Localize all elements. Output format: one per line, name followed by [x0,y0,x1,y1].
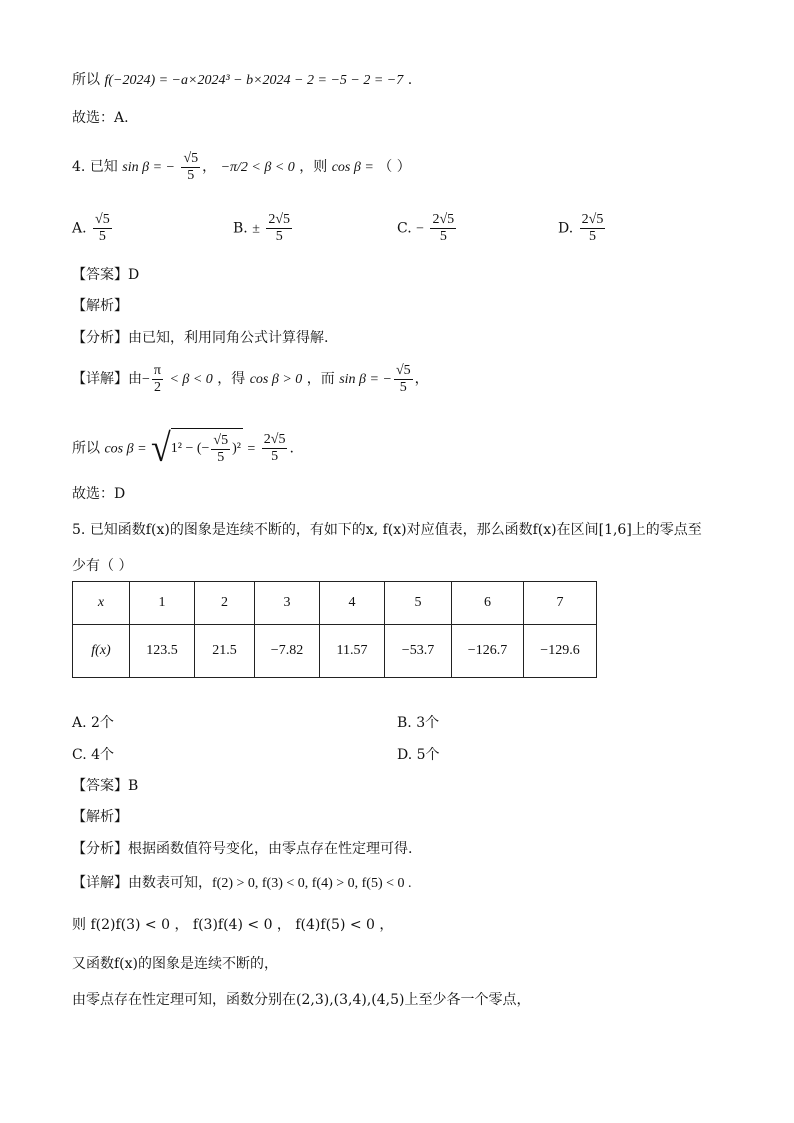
q4-xiangjie: 【详解】由− $\frac{\pi}{2}$ < β < 0 ，得 cos β > 0 ，而 sin β = − $\frac{√5}{5}$ ， [72,362,429,395]
q4-calc-result [262,432,288,465]
q4-sin-num: √5 [183,150,199,166]
q4-stem-pre: 已知 [89,159,118,175]
q5-xiangjie [72,873,412,894]
table-cell-fx-label: f(x) [73,625,130,678]
q4-ask: cos β = [331,160,374,175]
q4-option-d [558,212,607,245]
top-answer: 故选：A. [72,110,129,126]
q5-also: 又函数f(x)的图象是连续不断的， [72,956,279,972]
q5-fenxi-text: 根据函数值符号变化，由零点存在性定理可得. [128,841,413,857]
q4-xiangjie-frac: $\frac{\pi}{2}$ [153,362,161,395]
q4-option-a-num: √5 [95,212,110,227]
table-cell: 11.57 [320,625,385,678]
q4-stem: 4. 已知 sin β = − $\frac{√5}{5}$ ， −π/2 < β < 0 ，则 cos β = （ ） [72,150,411,183]
table-cell: 3 [255,582,320,625]
q4-xiangjie-cos: cos β > 0 [249,372,303,387]
q4-option-b-sign: ± [252,221,260,237]
q4-xiangjie-pre: 由 [128,371,142,387]
table-row-x [73,582,597,625]
q4-option-c-num: 2√5 [432,212,455,227]
q5-answer-value: B [128,778,139,794]
table-cell: 7 [524,582,597,625]
q4-option-d-letter: D. [558,220,574,237]
table-cell-x-label: x [73,582,130,625]
table-cell: −7.82 [255,625,320,678]
q4-answer [72,265,139,285]
table-cell: 5 [385,582,452,625]
q4-xiangjie-sin-frac: $\frac{√5}{5}$ [395,362,411,395]
q4-calc-result-den: 5 [271,449,279,464]
q4-option-c-den: 5 [439,229,447,244]
q4-fenxi [72,328,328,348]
q4-choose: 故选：D [72,486,126,502]
q4-option-b [233,212,294,245]
q4-option-a-frac [93,212,112,245]
table-cell: 6 [452,582,524,625]
q4-fenxi-tag: 【分析】 [72,330,128,346]
q5-stem-line2: 少有（ ） [72,558,133,574]
q4-calc-inner-end: )² [232,441,241,456]
q4-xiangjie-mid: ，得 [217,371,246,387]
table-cell: −126.7 [452,625,524,678]
table-cell: 2 [195,582,255,625]
q4-option-b-den: 5 [275,229,283,244]
q4-option-d-den: 5 [588,229,596,244]
q5-conclusion: 由零点存在性定理可知，函数分别在(2,3),(3,4),(4,5)上至少各一个零点， [72,992,531,1008]
q4-option-d-num: 2√5 [581,212,604,227]
q4-answer-tag: 【答案】 [72,267,128,283]
q4-calc: 所以 cos β = √ 1² − (− $\frac{√5}{5}$ )² = $\frac{2√5}{5}$ . [72,425,294,470]
q5-option-c: C. 4个 [72,747,115,763]
q4-calc-inner: 1² − (− [170,441,210,456]
q5-option-b: B. 3个 [397,715,440,731]
q4-xiangjie-cond: < β < 0 [169,372,213,387]
q5-fenxi [72,839,412,859]
q4-sin: sin β = − [122,160,175,175]
q4-sin-den: 5 [187,167,195,183]
q5-answer-tag: 【答案】 [72,778,128,794]
q4-option-c-letter: C. [397,220,412,237]
q4-option-b-num: 2√5 [268,212,291,227]
q4-option-b-letter: B. [233,220,248,237]
q4-option-a-den: 5 [98,229,106,244]
q5-answer [72,776,138,796]
q4-paren: （ ） [378,159,411,175]
q4-cond: −π/2 < β < 0 [220,160,295,175]
q5-fenxi-tag: 【分析】 [72,841,128,857]
q5-stem-line1 [72,520,702,540]
table-cell: 4 [320,582,385,625]
q5-option-d: D. 5个 [397,747,440,763]
q4-jiexi: 【解析】 [72,298,128,314]
table-cell: −129.6 [524,625,597,678]
q5-value-table [72,581,597,678]
q4-sin-frac [181,151,200,184]
q4-calc-cos: cos β = [104,441,147,457]
q4-option-a [72,212,114,245]
top-prefix: 所以 [72,72,100,88]
q4-answer-value: D [128,267,140,283]
q4-calc-sqrt: √ 1² − (− $\frac{√5}{5}$ )² [151,425,241,470]
q5-xiangjie-tag: 【详解】 [72,875,128,891]
q4-option-c-frac [430,212,456,245]
sqrt-sign-icon: √ [151,425,171,470]
q4-option-a-letter: A. [72,220,87,237]
q4-option-b-frac [266,212,292,245]
q5-xiangjie-text: 由数表可知，f(2) > 0, f(3) < 0, f(4) > 0, f(5) < 0 . [128,876,412,891]
table-row-fx [73,625,597,678]
q4-option-d-frac [580,212,606,245]
q4-xiangjie-sin: sin β = − [339,372,392,387]
q4-calc-prefix: 所以 [72,440,100,457]
q4-calc-result-num: 2√5 [263,432,286,447]
q5-number: 5. [72,522,86,538]
table-cell: 123.5 [130,625,195,678]
q4-option-c-sign: − [416,221,425,237]
q4-fenxi-text: 由已知，利用同角公式计算得解. [128,330,329,346]
top-formula: f(−2024) = −a×2024³ − b×2024 − 2 = −5 − 2 = −7 [104,73,404,88]
q4-xiangjie-tag: 【详解】 [72,371,128,387]
q5-then: 则 f(2)f(3) < 0 ， f(3)f(4) < 0 ， f(4)f(5) < 0 ， [72,917,394,933]
top-line-1 [72,70,412,91]
q4-number: 4. [72,159,86,175]
q5-option-a: A. 2个 [72,715,114,731]
q4-xiangjie-end: ， [414,371,429,387]
q5-stem-text: 已知函数f(x)的图象是连续不断的，有如下的x, f(x)对应值表，那么函数f(x)在区间[1,6]上的零点至 [89,522,702,538]
table-cell: −53.7 [385,625,452,678]
q4-option-c [397,212,458,245]
q4-xiangjie-and: ，而 [306,371,335,387]
q5-jiexi: 【解析】 [72,809,128,825]
table-cell: 1 [130,582,195,625]
table-cell: 21.5 [195,625,255,678]
q4-stem-post: ，则 [299,159,328,175]
top-end: . [407,72,413,88]
